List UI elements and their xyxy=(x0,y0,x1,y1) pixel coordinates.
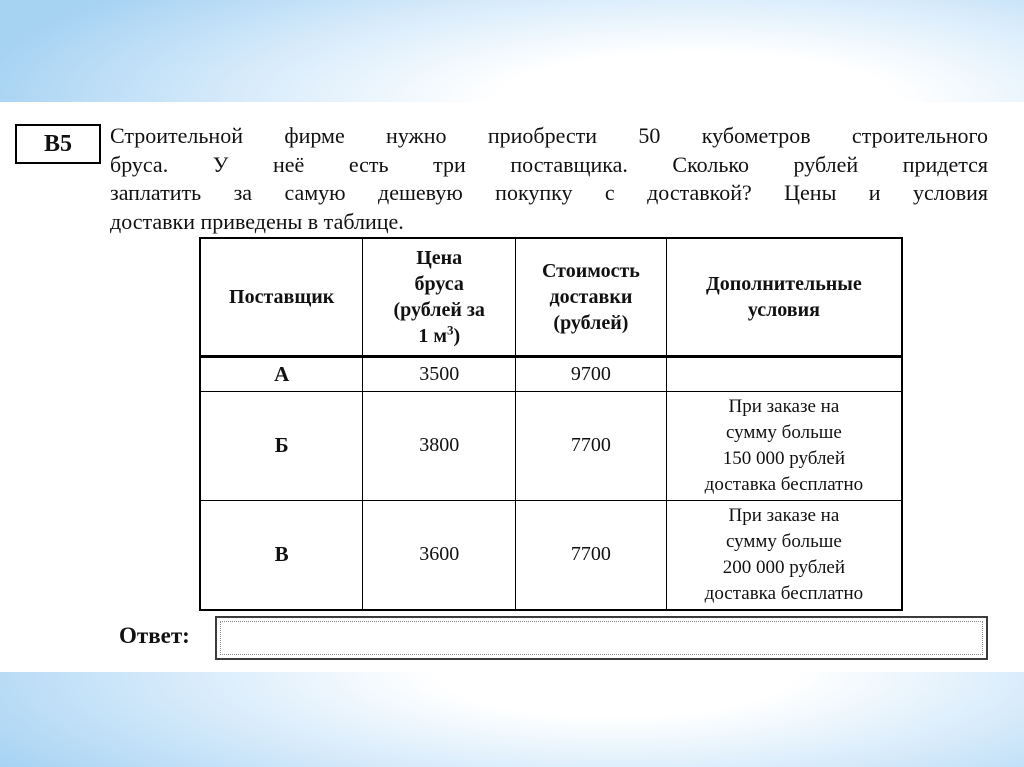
table-header-delivery-line: доставки xyxy=(549,285,633,308)
price-cell: 3500 xyxy=(363,356,516,391)
table-header-price xyxy=(363,238,516,356)
table-header-delivery-line: (рублей) xyxy=(553,311,629,334)
conditions-line: 200 000 рублей xyxy=(722,556,846,578)
table-header-price-line: Цена xyxy=(416,246,463,269)
table-header-conditions-line: условия xyxy=(747,298,820,321)
table-header-delivery xyxy=(516,238,667,356)
table-row xyxy=(200,356,902,391)
table-header-conditions xyxy=(666,238,902,356)
table-header-supplier-label: Поставщик xyxy=(229,285,335,308)
supplier-cell: Б xyxy=(200,391,363,500)
answer-box xyxy=(215,616,988,660)
answer-label: Ответ: xyxy=(119,623,190,648)
conditions-line: 150 000 рублей xyxy=(722,447,846,469)
delivery-cell: 9700 xyxy=(516,356,667,391)
conditions-cell xyxy=(666,391,902,500)
table-header-price-line: бруса xyxy=(414,272,464,295)
conditions-cell xyxy=(666,356,902,391)
problem-text-line: доставки приведены в таблице. xyxy=(110,208,404,234)
problem-text xyxy=(110,122,988,236)
price-cell: 3600 xyxy=(363,500,516,610)
delivery-cell: 7700 xyxy=(516,391,667,500)
table-row xyxy=(200,391,902,500)
suppliers-table xyxy=(199,237,903,611)
conditions-line: При заказе на xyxy=(728,504,840,526)
supplier-cell: А xyxy=(200,356,363,391)
table-header-supplier xyxy=(200,238,363,356)
answer-input[interactable] xyxy=(221,622,982,654)
price-cell: 3800 xyxy=(363,391,516,500)
bottom-gradient-band xyxy=(0,672,1024,767)
answer-inner-border xyxy=(220,621,983,655)
conditions-line: сумму больше xyxy=(725,421,842,443)
table-header-conditions-line: Дополнительные xyxy=(705,272,862,295)
conditions-line: доставка бесплатно xyxy=(704,473,864,495)
cubic-meter-superscript: 3 xyxy=(446,322,454,338)
table-header-price-line: 1 $м^3$) xyxy=(418,322,461,347)
table-header-delivery-line: Стоимость xyxy=(541,259,640,282)
top-gradient-band xyxy=(0,0,1024,102)
table-header-price-line: (рублей за xyxy=(393,298,485,321)
problem-text-line: заплатить за самую дешевую покупку с доставкой? Цены и условия xyxy=(110,180,988,205)
table-row xyxy=(200,500,902,610)
conditions-line: доставка бесплатно xyxy=(704,582,864,604)
supplier-cell: В xyxy=(200,500,363,610)
problem-text-line: бруса. У неё есть три поставщика. Сколько рублей придется xyxy=(110,151,988,177)
problem-number-label: В5 xyxy=(43,130,72,157)
problem-number-box xyxy=(15,124,101,164)
conditions-line: При заказе на xyxy=(728,395,840,417)
problem-text-line: Строительной фирме нужно приобрести 50 кубометров строительного xyxy=(110,123,988,148)
table-header-row xyxy=(200,238,902,356)
delivery-cell: 7700 xyxy=(516,500,667,610)
conditions-line: сумму больше xyxy=(725,530,842,552)
conditions-cell xyxy=(666,500,902,610)
